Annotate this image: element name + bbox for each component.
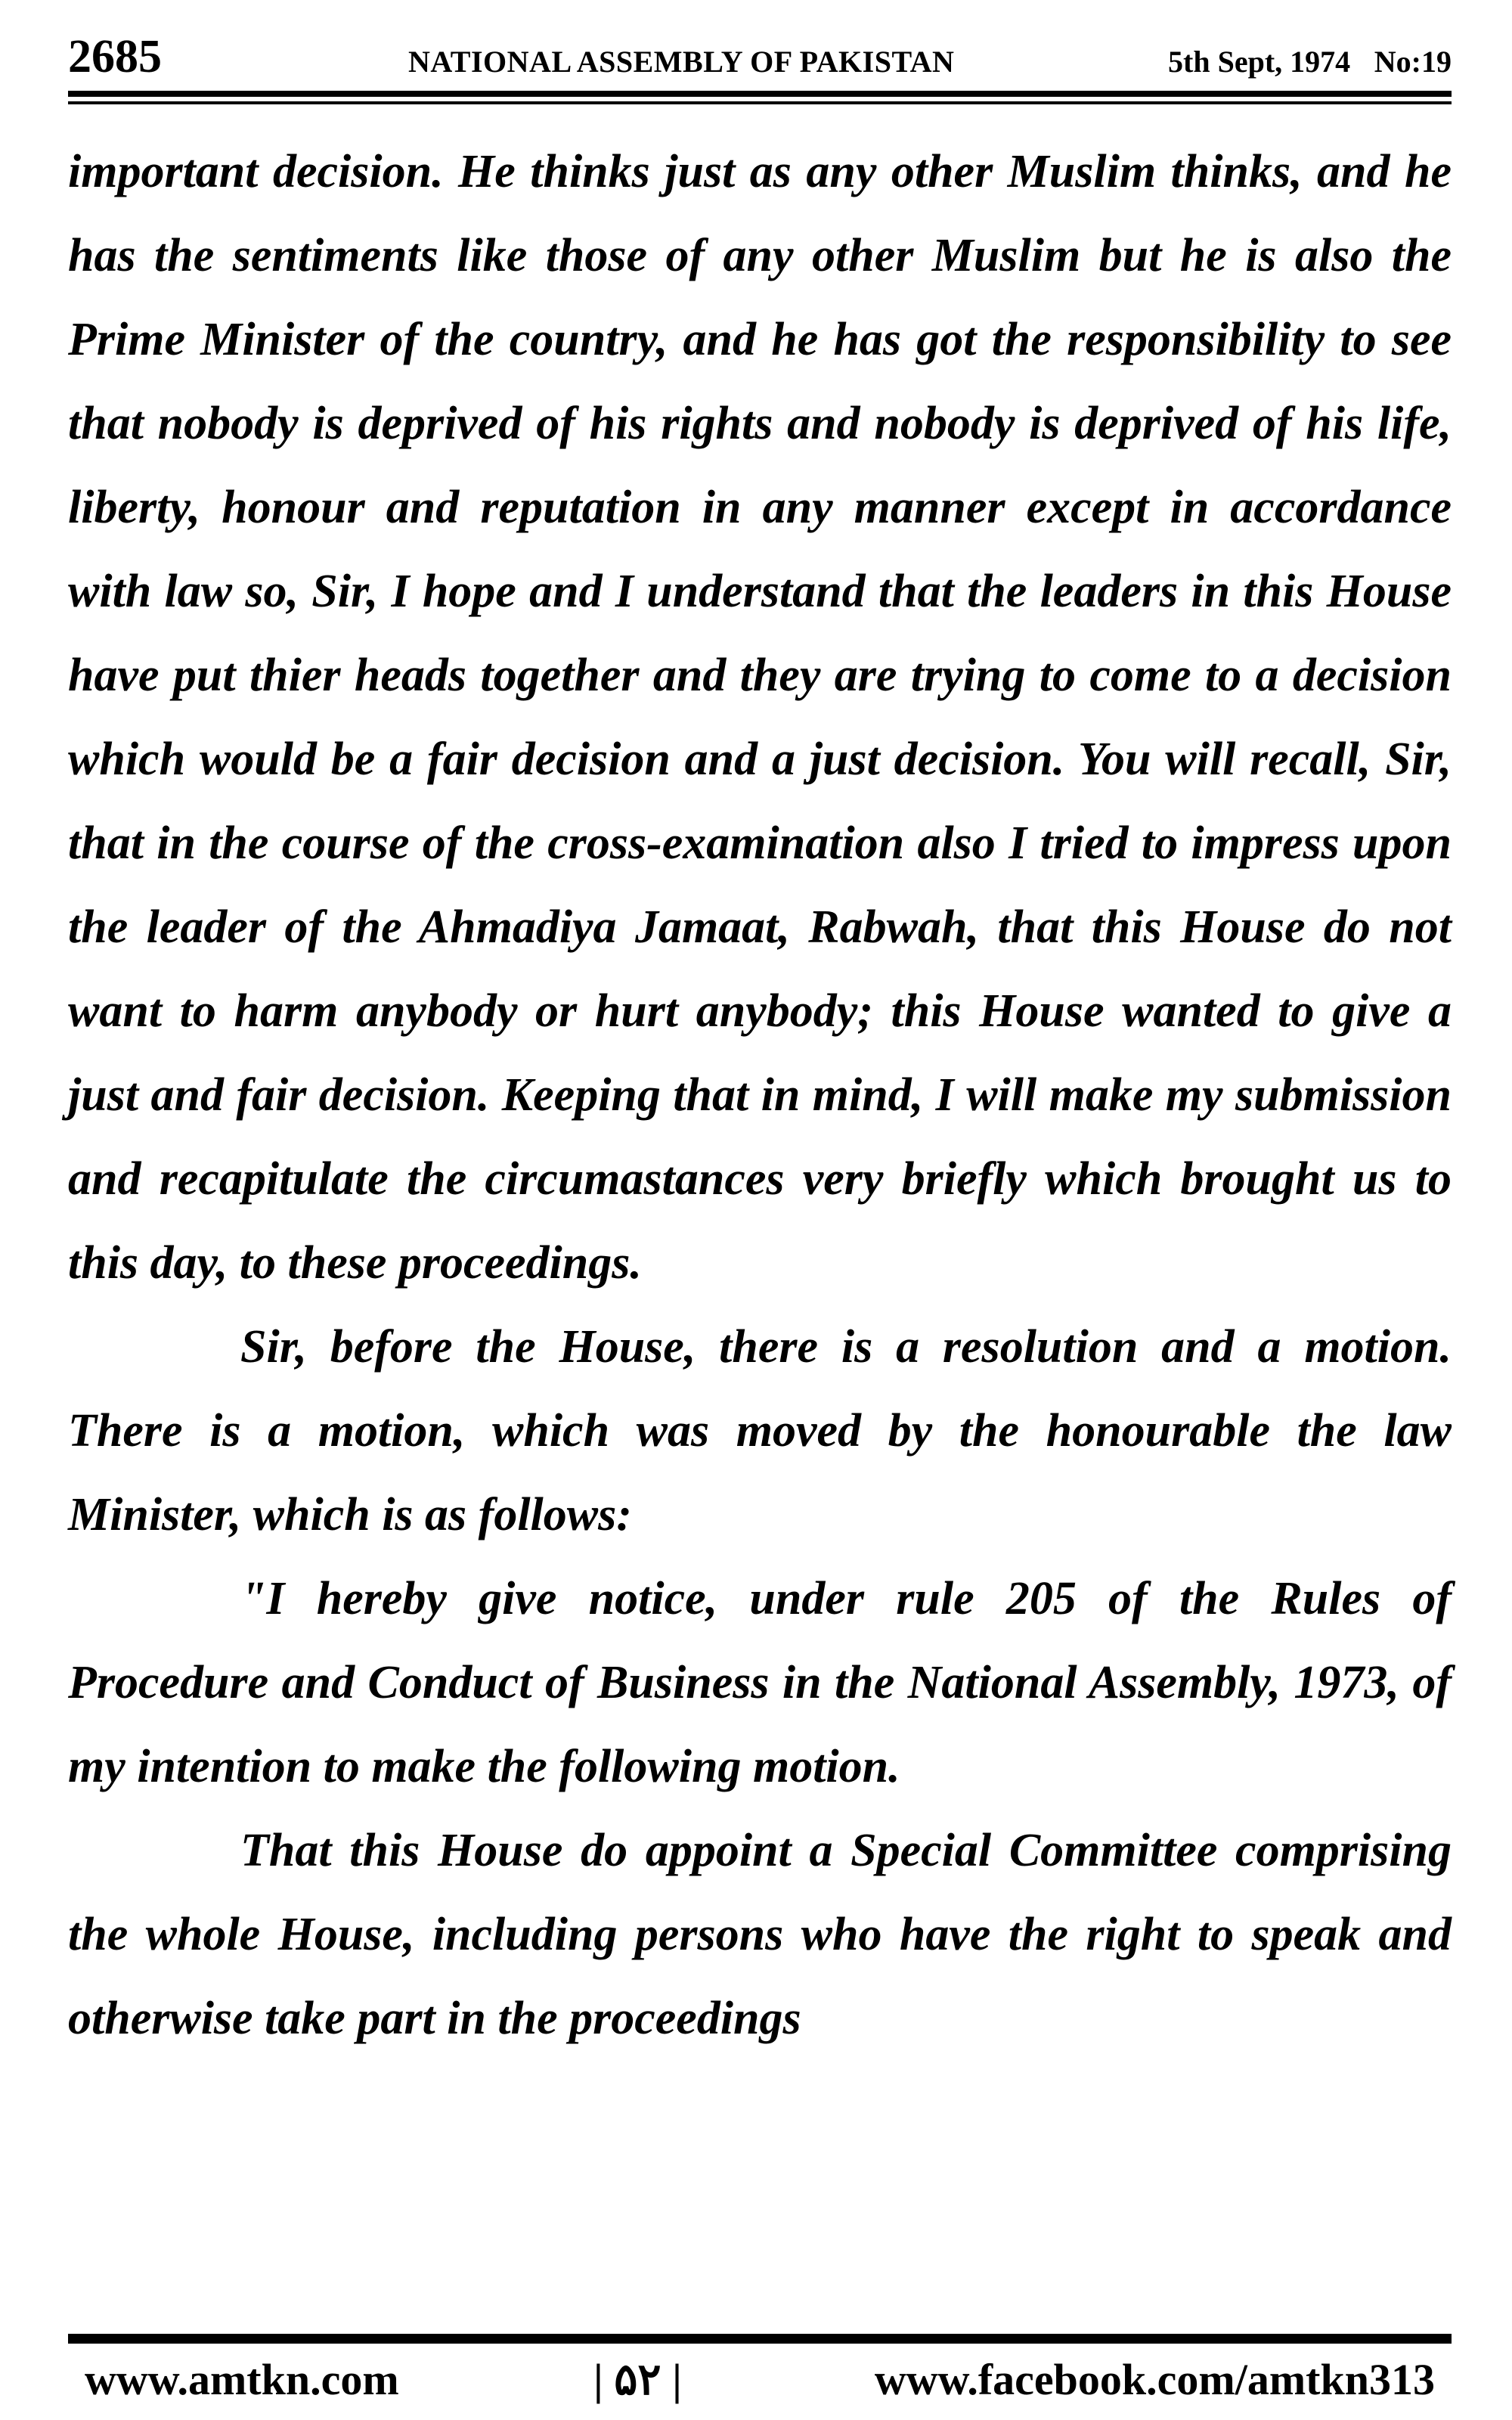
publication-title: NATIONAL ASSEMBLY OF PAKISTAN xyxy=(408,45,955,79)
page-header xyxy=(68,30,1452,83)
page-footer xyxy=(68,2346,1452,2414)
header-rule-thin xyxy=(68,101,1452,104)
website-link[interactable]: www.amtkn.com xyxy=(85,2355,399,2404)
facebook-link[interactable]: www.facebook.com/amtkn313 xyxy=(874,2355,1435,2404)
paragraph-continuation: important decision. He thinks just as any other Muslim thinks, and he has the sentiments like those of any other Muslim but he is also the Prime Minister of the country, and he has got the responsibility to see that nobody is deprived of his rights and nobody is deprived of his life, liberty, honour and reputation in any manner except in accordance with law so, Sir, I hope and I understand that the leaders in this House have put thier heads together and they are trying to come to a decision which would be a fair decision and a just decision. You will recall, Sir, that in the course of the cross-examination also I tried to impress upon the leader of the Ahmadiya Jamaat, Rabwah, that this House do not want to harm anybody or hurt anybody; this House wanted to give a just and fair decision. Keeping that in mind, I will make my submission and recapitulate the circumastances very briefly which brought us to this day, to these proceedings. xyxy=(68,146,1452,1289)
header-rule-thick xyxy=(68,91,1452,97)
issue-number: No:19 xyxy=(1374,45,1452,79)
page-number: 2685 xyxy=(68,31,162,82)
session-date: 5th Sept, 1974 xyxy=(1168,45,1351,79)
paragraph-resolution-motion: Sir, before the House, there is a resolution and a motion. There is a motion, which was moved by the honourable the law Minister, which is as follows: xyxy=(68,1321,1452,1540)
paragraph-notice-quote: "I hereby give notice, under rule 205 of the Rules of Procedure and Conduct of Business in the National Assembly, 1973, of my intention to make the following motion. xyxy=(68,1573,1452,1792)
page-marker: | ۵۲ | xyxy=(593,2355,682,2404)
document-body xyxy=(68,130,1452,2061)
paragraph-special-committee: That this House do appoint a Special Committee comprising the whole House, including persons who have the right to speak and otherwise take part in the proceedings xyxy=(68,1825,1452,2044)
footer-rule xyxy=(68,2334,1452,2344)
